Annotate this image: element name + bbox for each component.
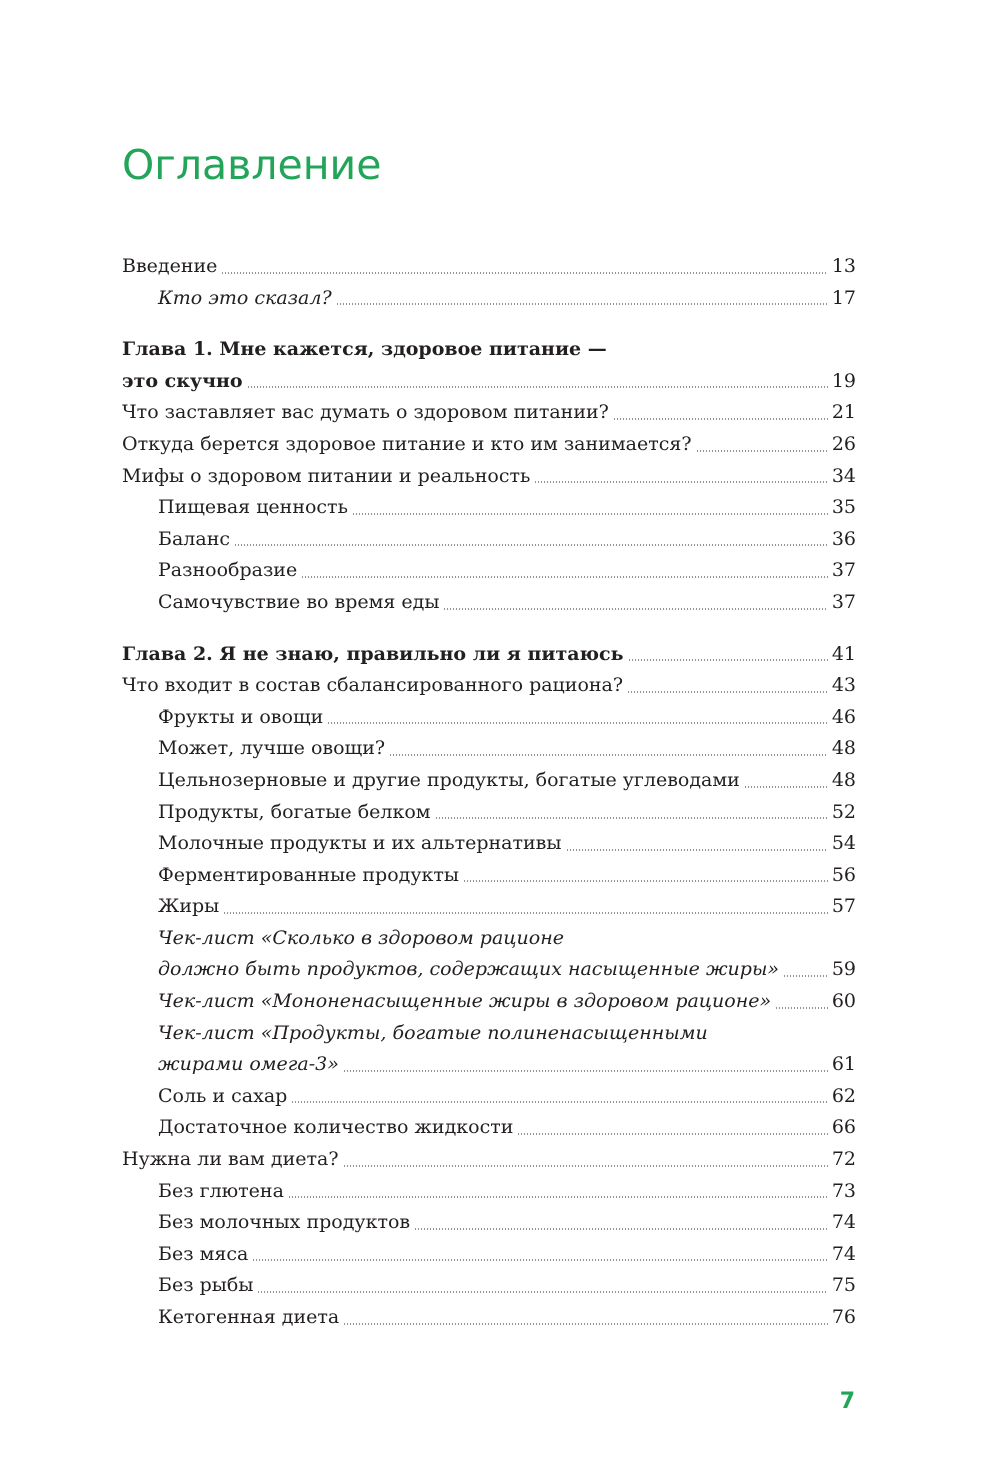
toc-entry-page: 73 (831, 1179, 856, 1202)
toc-entry-page: 43 (831, 674, 856, 697)
toc-entry-title: Что входит в состав сбалансированного рациона? (122, 674, 624, 697)
dot-leader (288, 1196, 828, 1198)
toc-entry-page: 37 (831, 590, 856, 613)
toc-entry-title: должно быть продуктов, содержащих насыщенные жиры» (158, 958, 780, 981)
dot-leader (343, 1323, 828, 1325)
toc-entry[interactable] (122, 1239, 856, 1271)
toc-entry[interactable] (122, 587, 856, 619)
toc-entry[interactable] (122, 334, 856, 366)
toc-entry-page: 76 (831, 1306, 856, 1328)
toc-entry-title: Откуда берется здоровое питание и кто им занимается? (122, 432, 692, 455)
toc-entry-page: 35 (831, 496, 856, 519)
toc-entry[interactable] (122, 1207, 856, 1239)
toc-entry-title: Соль и сахар (158, 1084, 288, 1107)
toc-entry-title: Чек-лист «Мононенасыщенные жиры в здоровом рационе» (158, 990, 772, 1013)
dot-leader (696, 450, 828, 452)
toc-entry-page: 34 (831, 464, 856, 487)
dot-leader (627, 691, 828, 693)
toc-entry[interactable] (122, 1018, 856, 1050)
toc-entry-title: Может, лучше овощи? (158, 737, 386, 760)
dot-leader (252, 1259, 827, 1261)
toc-entry-title: Кетогенная диета (158, 1306, 340, 1328)
toc-entry[interactable] (122, 1302, 856, 1334)
dot-leader (301, 576, 828, 578)
toc-entry-page: 74 (831, 1211, 856, 1234)
toc-entry[interactable] (122, 492, 856, 524)
dot-leader (223, 912, 828, 914)
toc-entry-page: 66 (831, 1116, 856, 1139)
dot-leader (247, 386, 828, 388)
toc-entry[interactable] (122, 797, 856, 829)
toc-entry-page: 41 (831, 642, 856, 665)
dot-leader (517, 1133, 827, 1135)
toc-entry[interactable] (122, 366, 856, 398)
toc-entry-title: Введение (122, 255, 218, 277)
dot-leader (343, 1070, 828, 1072)
toc-entry-page: 72 (831, 1148, 856, 1171)
toc-entry[interactable] (122, 461, 856, 493)
dot-leader (613, 418, 828, 420)
toc-entry-title: Без молочных продуктов (158, 1211, 411, 1234)
toc-entry-title: Чек-лист «Сколько в здоровом рационе (158, 926, 564, 949)
dot-leader (327, 722, 828, 724)
dot-leader (336, 303, 828, 305)
toc-entry-page: 36 (831, 527, 856, 550)
toc-entry[interactable] (122, 397, 856, 429)
toc-entry-title: Чек-лист «Продукты, богатые полиненасыщенными (158, 1021, 708, 1044)
toc-entry-title: это скучно (122, 369, 243, 392)
dot-leader (534, 481, 827, 483)
toc-entry-title: Глава 1. Мне кажется, здоровое питание — (122, 338, 607, 361)
toc-entry-page: 19 (831, 369, 856, 392)
toc-entry[interactable] (122, 639, 856, 671)
dot-leader (783, 975, 828, 977)
dot-leader (628, 659, 828, 661)
toc-entry[interactable] (122, 702, 856, 734)
toc-entry[interactable] (122, 954, 856, 986)
toc-entry-page: 56 (831, 863, 856, 886)
dot-leader (389, 754, 828, 756)
dot-leader (352, 513, 828, 515)
toc-entry-title: Без глютена (158, 1179, 284, 1202)
toc-entry-page: 48 (831, 737, 856, 760)
toc-entry[interactable] (122, 891, 856, 923)
toc-entry-page: 59 (831, 958, 856, 981)
toc-entry-title: Пищевая ценность (158, 496, 348, 519)
dot-leader (744, 786, 828, 788)
page-number: 7 (839, 1389, 855, 1414)
toc-entry[interactable] (122, 986, 856, 1018)
toc-entry[interactable] (122, 555, 856, 587)
toc-entry[interactable] (122, 860, 856, 892)
toc-entry[interactable] (122, 1112, 856, 1144)
toc-entry-page: 37 (831, 559, 856, 582)
toc-entry[interactable] (122, 251, 856, 283)
toc-entry-title: жирами омега-3» (158, 1053, 339, 1076)
toc-entry-page: 13 (831, 255, 856, 277)
toc-entry-title: Молочные продукты и их альтернативы (158, 832, 562, 855)
toc-entry-title: Продукты, богатые белком (158, 800, 431, 823)
toc-entry[interactable] (122, 1144, 856, 1176)
toc-entry-title: Фрукты и овощи (158, 705, 324, 728)
dot-leader (414, 1228, 828, 1230)
toc-entry-page: 60 (831, 990, 856, 1013)
dot-leader (343, 1165, 828, 1167)
toc-entry[interactable] (122, 429, 856, 461)
dot-leader (775, 1007, 828, 1009)
toc-entry-page: 74 (831, 1242, 856, 1265)
toc-entry-page: 46 (831, 705, 856, 728)
toc-entry-page: 54 (831, 832, 856, 855)
toc-entry-title: Глава 2. Я не знаю, правильно ли я питаюсь (122, 642, 624, 665)
toc-entry-title: Мифы о здоровом питании и реальность (122, 464, 531, 487)
dot-leader (257, 1291, 827, 1293)
toc-entry-page: 21 (831, 401, 856, 424)
toc-entry-title: Баланс (158, 527, 230, 550)
dot-leader (234, 544, 828, 546)
toc-entry-page: 26 (831, 432, 856, 455)
toc-entry-title: Кто это сказал? (158, 286, 332, 309)
toc-entry-title: Без мяса (158, 1242, 249, 1265)
toc-entry-title: Ферментированные продукты (158, 863, 460, 886)
dot-leader (291, 1101, 828, 1103)
dot-leader (435, 817, 828, 819)
toc-entry-title: Разнообразие (158, 559, 298, 582)
toc-entry-title: Что заставляет вас думать о здоровом питании? (122, 401, 609, 424)
toc-entry-page: 61 (831, 1053, 856, 1076)
toc-entry-title: Без рыбы (158, 1274, 254, 1297)
toc-entry-title: Жиры (158, 895, 220, 918)
dot-leader (566, 849, 828, 851)
dot-leader (443, 608, 827, 610)
toc-entry-title: Нужна ли вам диета? (122, 1148, 339, 1171)
toc-entry[interactable] (122, 765, 856, 797)
toc-entry-page: 75 (831, 1274, 856, 1297)
toc-entry-page: 52 (831, 800, 856, 823)
toc-entry-page: 57 (831, 895, 856, 918)
toc-entry[interactable] (122, 283, 856, 315)
toc-entry-page: 17 (831, 286, 856, 309)
toc-entry[interactable] (122, 1176, 856, 1208)
toc-entry-title: Самочувствие во время еды (158, 590, 440, 613)
toc-entry-title: Цельнозерновые и другие продукты, богатые углеводами (158, 768, 740, 791)
toc-entry[interactable] (122, 524, 856, 556)
toc-entry[interactable] (122, 923, 856, 955)
dot-leader (221, 272, 827, 274)
table-of-contents (122, 251, 856, 1334)
toc-entry-title: Достаточное количество жидкости (158, 1116, 514, 1139)
toc-entry-page: 48 (831, 768, 856, 791)
toc-entry[interactable] (122, 828, 856, 860)
dot-leader (463, 880, 828, 882)
page-title: Оглавление (122, 141, 382, 189)
toc-entry[interactable] (122, 1049, 856, 1081)
toc-entry-page: 62 (831, 1084, 856, 1107)
toc-entry[interactable] (122, 1270, 856, 1302)
toc-entry[interactable] (122, 670, 856, 702)
toc-entry[interactable] (122, 1081, 856, 1113)
toc-entry[interactable] (122, 733, 856, 765)
